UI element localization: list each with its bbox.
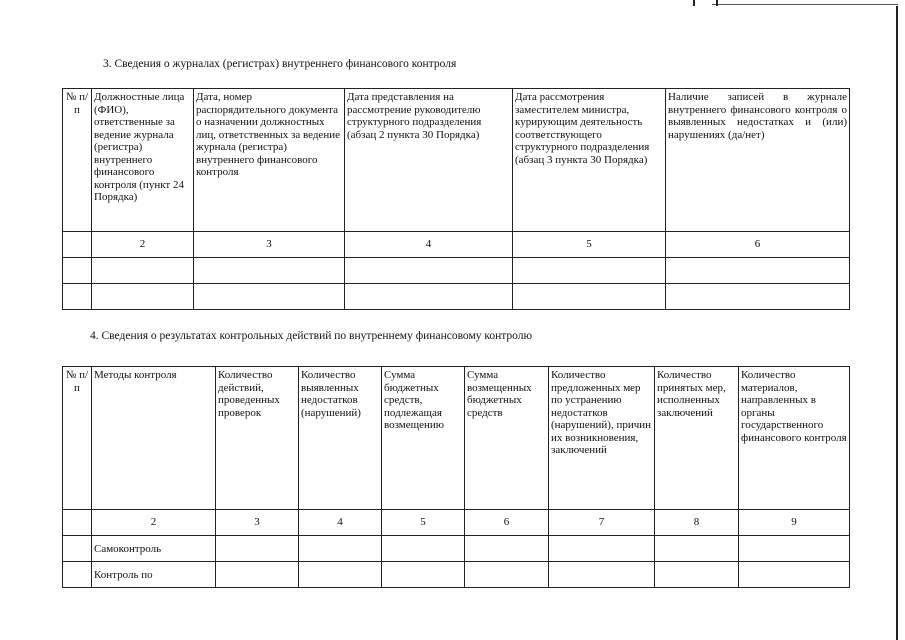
- table-cell[interactable]: [63, 536, 92, 562]
- header-number: № п/п: [63, 89, 92, 232]
- table-cell[interactable]: [63, 258, 92, 284]
- header-actions-count: Количество действий, проведенных проверок: [216, 367, 299, 510]
- table-cell[interactable]: [216, 562, 299, 588]
- table-cell[interactable]: [655, 536, 739, 562]
- table-cell[interactable]: [549, 536, 655, 562]
- header-submission-date: Дата представления на рассмотрение руководителю структурного подразделения (абзац 2 пункта 30 Порядка): [345, 89, 513, 232]
- table-cell[interactable]: [63, 284, 92, 310]
- column-number: 4: [299, 510, 382, 536]
- journals-table: [62, 88, 850, 310]
- header-amount-to-refund: Сумма бюджетных средств, подлежащая возмещению: [382, 367, 465, 510]
- column-number: 6: [465, 510, 549, 536]
- table-row: [63, 284, 850, 310]
- section-4-title: 4. Сведения о результатах контрольных действий по внутреннему финансовому контролю: [90, 330, 533, 342]
- row-label-self-control: Самоконтроль: [92, 536, 216, 562]
- header-amount-refunded: Сумма возмещенных бюджетных средств: [465, 367, 549, 510]
- table-cell[interactable]: [382, 562, 465, 588]
- table-cell[interactable]: [513, 284, 666, 310]
- table-cell[interactable]: [382, 536, 465, 562]
- table-header-row: [63, 367, 850, 510]
- table-cell[interactable]: [299, 562, 382, 588]
- header-review-date: Дата рассмотрения заместителем министра, курирующим деятельность соответствующего структурного подразделения (абзац 3 пункта 30 Порядка): [513, 89, 666, 232]
- column-number: 4: [345, 232, 513, 258]
- header-materials-sent: Количество материалов, направленных в органы государственного финансового контроля: [739, 367, 850, 510]
- table-header-row: [63, 89, 850, 232]
- column-number: 5: [382, 510, 465, 536]
- table-cell[interactable]: [549, 562, 655, 588]
- column-number: [63, 232, 92, 258]
- column-number: [63, 510, 92, 536]
- header-records-presence: Наличие записей в журнале внутреннего финансового контроля о выявленных недостатках и (или) нарушениях (да/нет): [666, 89, 850, 232]
- column-number: 3: [194, 232, 345, 258]
- table-row: [63, 536, 850, 562]
- table-row: [63, 258, 850, 284]
- section-3-title: 3. Сведения о журналах (регистрах) внутреннего финансового контроля: [103, 58, 457, 70]
- table-cell[interactable]: [739, 536, 850, 562]
- column-number: 6: [666, 232, 850, 258]
- table-cell[interactable]: [63, 562, 92, 588]
- table-cell[interactable]: [299, 536, 382, 562]
- header-accepted-measures: Количество принятых мер, исполненных заключений: [655, 367, 739, 510]
- column-number: 2: [92, 232, 194, 258]
- header-control-methods: Методы контроля: [92, 367, 216, 510]
- scan-mark: [716, 0, 718, 6]
- column-number-row: [63, 232, 850, 258]
- table-cell[interactable]: [513, 258, 666, 284]
- column-number: 8: [655, 510, 739, 536]
- table-cell[interactable]: [194, 284, 345, 310]
- table-cell[interactable]: [666, 284, 850, 310]
- table-cell[interactable]: [194, 258, 345, 284]
- scan-mark: [693, 0, 695, 6]
- page-edge-top: [712, 4, 898, 5]
- table-cell[interactable]: [216, 536, 299, 562]
- column-number: 3: [216, 510, 299, 536]
- table-cell[interactable]: [345, 258, 513, 284]
- page-edge-right: [896, 6, 898, 640]
- column-number: 7: [549, 510, 655, 536]
- table-cell[interactable]: [655, 562, 739, 588]
- table-cell[interactable]: [92, 258, 194, 284]
- row-label-control-by: Контроль по: [92, 562, 216, 588]
- table-cell[interactable]: [345, 284, 513, 310]
- column-number-row: [63, 510, 850, 536]
- header-proposed-measures: Количество предложенных мер по устранению недостатков (нарушений), причин их возникновения, заключений: [549, 367, 655, 510]
- column-number: 9: [739, 510, 850, 536]
- table-cell[interactable]: [465, 536, 549, 562]
- column-number: 2: [92, 510, 216, 536]
- control-results-table: [62, 366, 850, 588]
- table-cell[interactable]: [666, 258, 850, 284]
- table-cell[interactable]: [92, 284, 194, 310]
- table-row: [63, 562, 850, 588]
- table-cell[interactable]: [739, 562, 850, 588]
- table-cell[interactable]: [465, 562, 549, 588]
- header-responsible-persons: Должностные лица (ФИО), ответственные за ведение журнала (регистра) внутреннего финансового контроля (пункт 24 Порядка): [92, 89, 194, 232]
- column-number: 5: [513, 232, 666, 258]
- header-number: № п/п: [63, 367, 92, 510]
- header-deficiencies-count: Количество выявленных недостатков (нарушений): [299, 367, 382, 510]
- header-order-document: Дата, номер распорядительного документа о назначении должностных лиц, ответственных за ведение журнала (регистра) внутреннего финансового контроля: [194, 89, 345, 232]
